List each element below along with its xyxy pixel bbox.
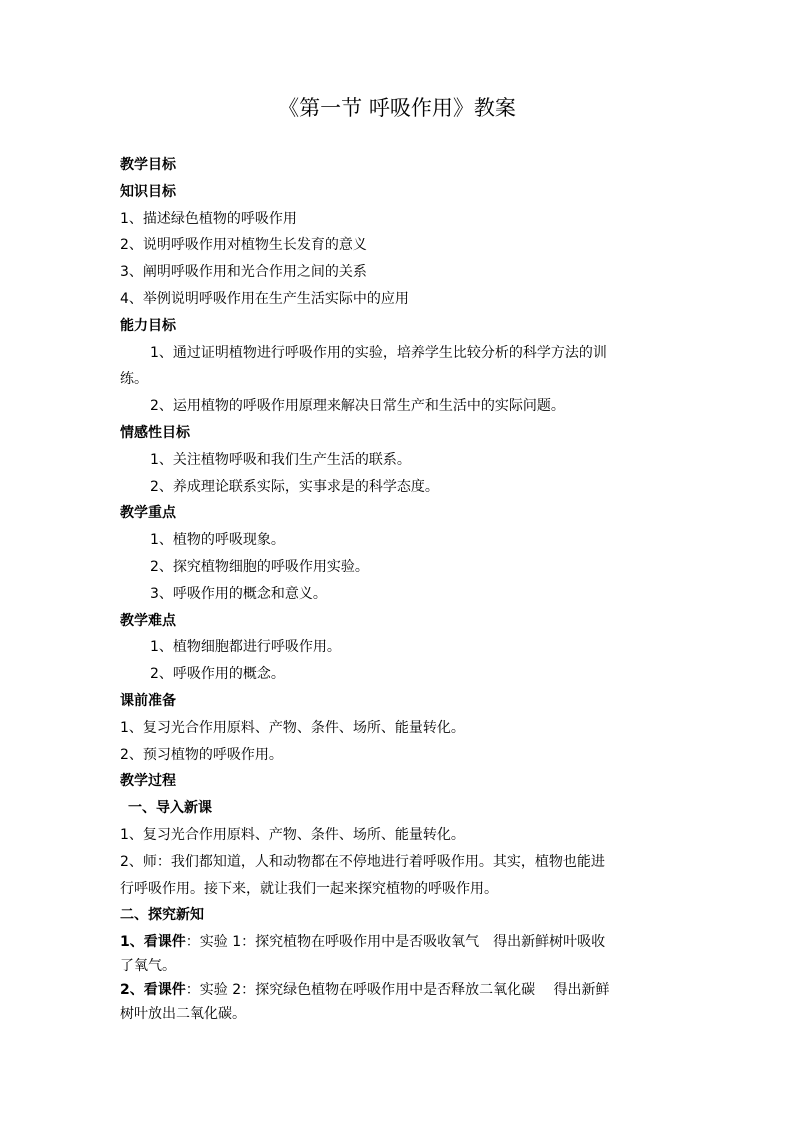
preparation-item: 1、复习光合作用原料、产物、条件、场所、能量转化。: [120, 719, 465, 736]
ability-item: 2、运用植物的呼吸作用原理来解决日常生产和生活中的实际问题。: [150, 398, 565, 415]
section-heading-preparation: 课前准备: [120, 692, 176, 709]
subheading-emotion: 情感性目标: [120, 424, 190, 441]
difficulty-item: 2、呼吸作用的概念。: [150, 666, 285, 683]
experiment-1-continued: 了氧气。: [120, 957, 176, 974]
knowledge-item: 4、举例说明呼吸作用在生产生活实际中的应用: [120, 290, 409, 307]
key-point-item: 2、探究植物细胞的呼吸作用实验。: [150, 558, 369, 575]
experiment-1-text: ：实验 1：探究植物在呼吸作用中是否吸收氧气 得出新鲜树叶吸收: [185, 934, 606, 951]
intro-item-continued: 行呼吸作用。接下来，就让我们一起来探究植物的呼吸作用。: [120, 880, 498, 897]
section-heading-goals: 教学目标: [120, 157, 176, 173]
subheading-intro: 一、导入新课: [128, 800, 212, 817]
document-body: [120, 152, 676, 1025]
intro-item: 1、复习光合作用原料、产物、条件、场所、能量转化。: [120, 826, 465, 843]
difficulty-item: 1、植物细胞都进行呼吸作用。: [150, 639, 341, 656]
experiment-1: [120, 929, 676, 956]
subheading-ability: 能力目标: [120, 317, 176, 334]
experiment-2-continued: 树叶放出二氧化碳。: [120, 1005, 246, 1022]
document-title: 《第一节 呼吸作用》教案: [278, 96, 516, 120]
experiment-2-text: ：实验 2：探究绿色植物在呼吸作用中是否释放二氧化碳 得出新鲜: [185, 981, 610, 998]
knowledge-item: 2、说明呼吸作用对植物生长发育的意义: [120, 237, 367, 254]
section-heading-key-points: 教学重点: [120, 505, 176, 522]
subheading-explore: 二、探究新知: [120, 907, 204, 924]
emotion-item: 2、养成理论联系实际，实事求是的科学态度。: [150, 478, 439, 495]
intro-item: 2、师：我们都知道，人和动物都在不停地进行着呼吸作用。其实，植物也能进: [120, 853, 605, 870]
experiment-1-label: 1、看课件: [120, 934, 186, 951]
key-point-item: 3、呼吸作用的概念和意义。: [150, 585, 327, 602]
section-heading-difficulties: 教学难点: [120, 612, 176, 629]
key-point-item: 1、植物的呼吸现象。: [150, 532, 285, 549]
experiment-2: [120, 977, 676, 1004]
knowledge-item: 1、描述绿色植物的呼吸作用: [120, 210, 297, 227]
emotion-item: 1、关注植物呼吸和我们生产生活的联系。: [150, 451, 411, 468]
ability-item-continued: 练。: [120, 371, 148, 388]
ability-item: 1、通过证明植物进行呼吸作用的实验，培养学生比较分析的科学方法的训: [150, 344, 607, 361]
knowledge-item: 3、阐明呼吸作用和光合作用之间的关系: [120, 264, 367, 281]
subheading-knowledge: 知识目标: [120, 183, 176, 200]
experiment-2-label: 2、看课件: [120, 981, 186, 998]
section-heading-process: 教学过程: [120, 773, 176, 790]
preparation-item: 2、预习植物的呼吸作用。: [120, 746, 283, 763]
